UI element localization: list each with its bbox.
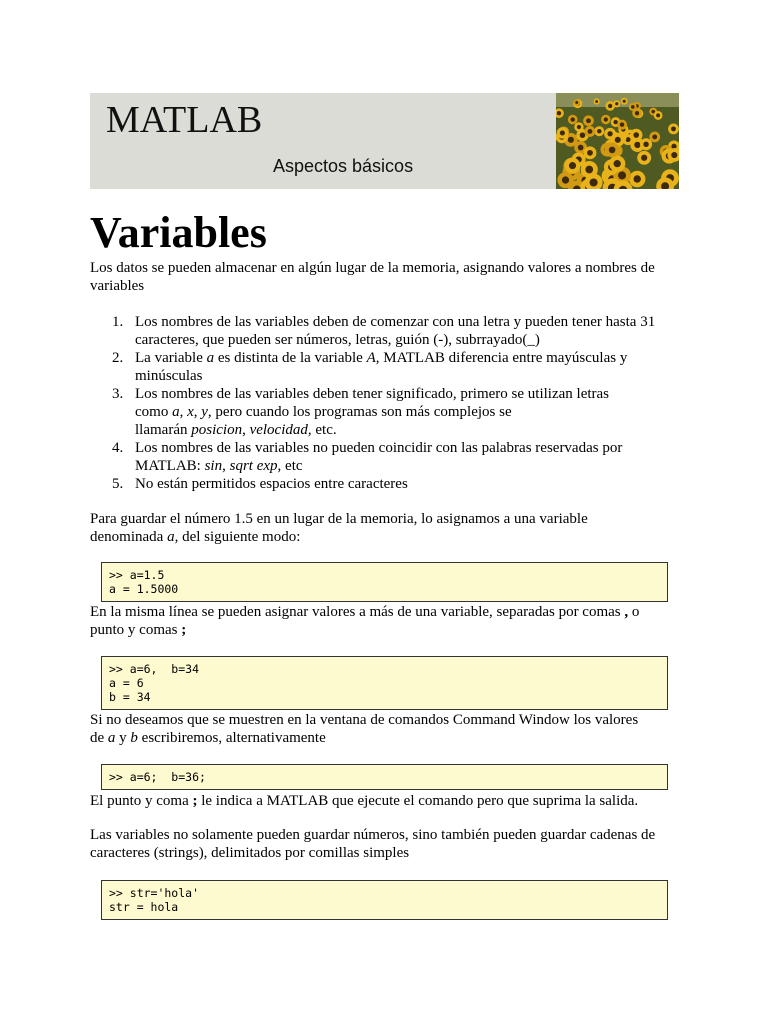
sunflower xyxy=(605,101,615,111)
sunflower xyxy=(574,122,583,131)
sunflower xyxy=(557,172,573,188)
rule-item-5 xyxy=(90,475,680,493)
paragraph-multiple-assign: En la misma línea se pueden asignar valores a más de una variable, separadas por comas , o punto y comas ; xyxy=(90,604,640,638)
paragraph-semicolon-explained: El punto y coma ; le indica a MATLAB que ejecute el comando pero que suprima la salida. xyxy=(90,793,639,809)
sunflower xyxy=(605,143,620,158)
rule-number: 1. xyxy=(112,314,124,330)
code-block-semicolon xyxy=(101,764,668,790)
rule-text: Los nombres de las variables deben tener significado, primero se utilizan letras como a, x, y, pero cuando los programas son más complejos se llamarán posicion, velocidad, etc. xyxy=(135,386,610,438)
sunflower xyxy=(568,115,578,125)
sunflower xyxy=(583,115,594,126)
sunflower xyxy=(629,171,645,187)
code-line: str = hola xyxy=(109,900,179,914)
code-line: >> a=6, b=34 xyxy=(109,662,200,676)
code-block-string xyxy=(101,880,668,920)
sunflower-field-photo xyxy=(556,93,679,189)
naming-rules-list xyxy=(90,313,680,493)
sunflower xyxy=(584,146,597,159)
rule-text: Los nombres de las variables deben de comenzar con una letra y pueden tener hasta 31 caracteres, que pueden ser números, letras, guión (-), subrrayado(_) xyxy=(135,314,656,348)
sunflower xyxy=(617,120,627,130)
paragraph-store-number: Para guardar el número 1.5 en un lugar de la memoria, lo asignamos a una variable denominada a, del siguiente modo: xyxy=(90,511,588,545)
paragraph-suppress-output: Si no deseamos que se muestren en la ventana de comandos Command Window los valores de a y b escribiremos, alternativamente xyxy=(90,712,639,746)
rule-item-1 xyxy=(90,313,680,349)
sunflower xyxy=(601,115,610,124)
sunflower xyxy=(637,151,651,165)
header-banner xyxy=(90,93,679,189)
rule-text: La variable a es distinta de la variable A, MATLAB diferencia entre mayúsculas y minúsculas xyxy=(135,350,628,384)
sunflower xyxy=(640,138,652,150)
sunflower xyxy=(594,98,600,104)
sunflower xyxy=(654,111,663,120)
rule-item-3 xyxy=(90,385,680,439)
rule-number: 3. xyxy=(112,386,124,402)
sunflower xyxy=(574,99,580,105)
rule-number: 5. xyxy=(112,476,124,492)
rule-text: Los nombres de las variables no pueden coincidir con las palabras reservadas por MATLAB: sin, sqrt exp, etc xyxy=(135,440,623,474)
sunflower xyxy=(630,129,643,142)
code-line: >> str='hola' xyxy=(109,886,200,900)
rule-item-4 xyxy=(90,439,680,475)
code-block-assign-ab xyxy=(101,656,668,710)
code-line: b = 34 xyxy=(109,690,151,704)
code-block-assign-a xyxy=(101,562,668,602)
banner-subtitle: Aspectos básicos xyxy=(273,156,414,176)
rule-text: No están permitidos espacios entre caracteres xyxy=(135,476,408,492)
intro-paragraph: Los datos se pueden almacenar en algún lugar de la memoria, asignando valores a nombres de variables xyxy=(90,260,655,294)
sunflower xyxy=(632,108,642,118)
sunflower xyxy=(557,127,568,138)
sunflower xyxy=(621,98,628,105)
paragraph-strings: Las variables no solamente pueden guardar números, sino también pueden guardar cadenas de caracteres (strings), delimitados por comillas simples xyxy=(90,827,656,861)
banner-title: MATLAB xyxy=(106,99,263,141)
code-line: >> a=6; b=36; xyxy=(109,770,206,784)
sunflower xyxy=(585,126,596,137)
sunflower xyxy=(649,132,660,143)
rule-number: 4. xyxy=(112,440,124,456)
sunflower xyxy=(565,158,581,174)
rule-item-2 xyxy=(90,349,680,385)
page-title: Variables xyxy=(90,208,267,257)
sunflower xyxy=(668,123,679,134)
sunflower xyxy=(609,156,625,172)
rule-number: 2. xyxy=(112,350,124,366)
code-line: >> a=1.5 xyxy=(109,568,165,582)
code-line: a = 6 xyxy=(109,676,144,690)
code-line: a = 1.5000 xyxy=(109,582,179,596)
sunflower xyxy=(594,126,604,136)
